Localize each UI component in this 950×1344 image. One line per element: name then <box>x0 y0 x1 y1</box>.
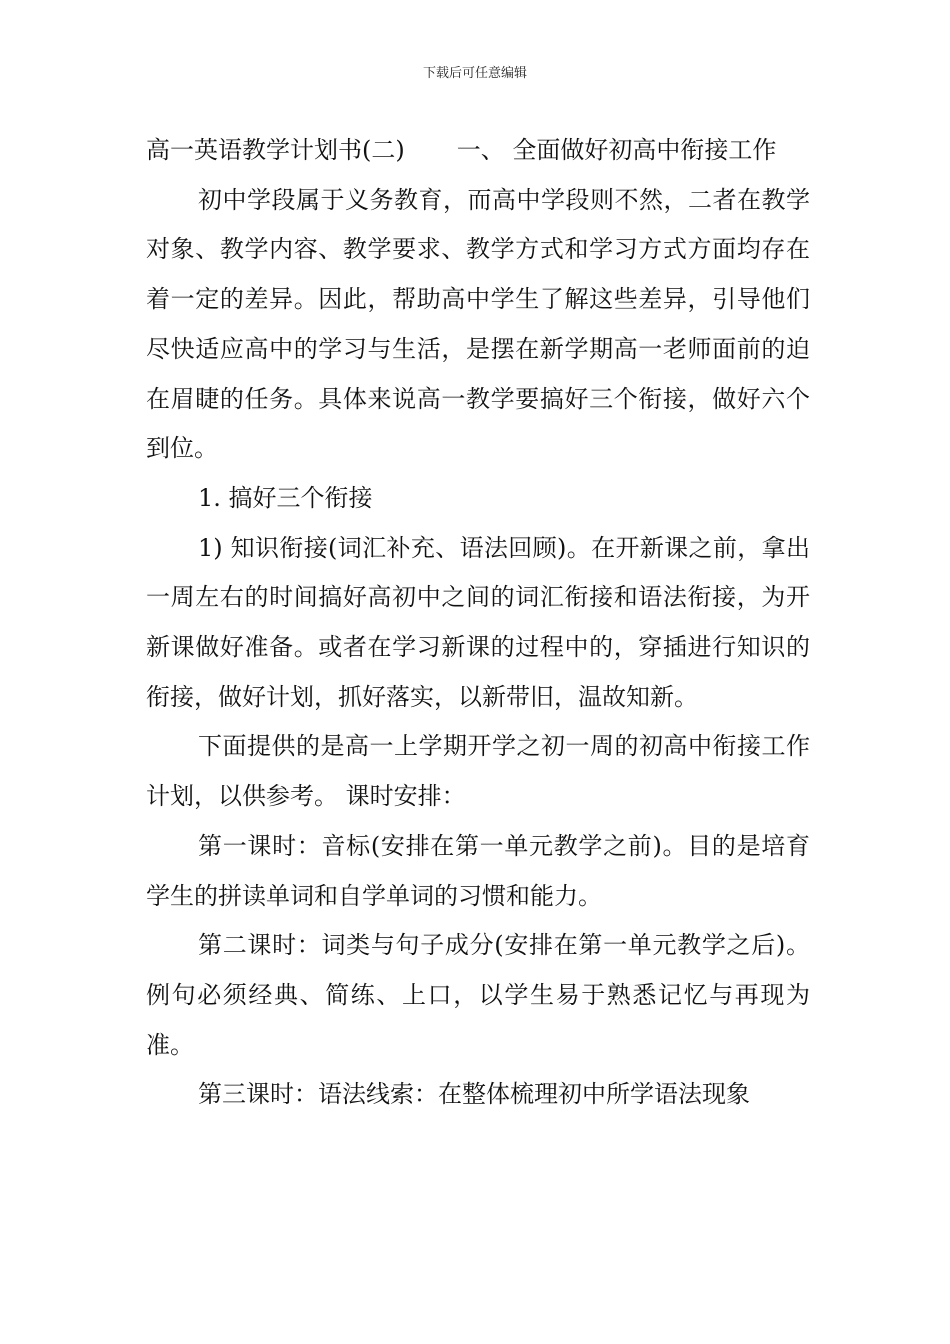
document-title: 高一英语教学计划书(二) <box>146 136 405 164</box>
paragraph-lesson-1: 第一课时：音标(安排在第一单元教学之前)。目的是培育学生的拼读单词和自学单词的习惯和能力。 <box>146 831 810 910</box>
paragraph-schedule-intro: 下面提供的是高一上学期开学之初一周的初高中衔接工作计划，以供参考。 课时安排： <box>146 732 810 811</box>
paragraph-knowledge-link: 1) 知识衔接(词汇补充、语法回顾)。在开新课之前，拿出一周左右的时间搞好高初中之间的词汇衔接和语法衔接，为开新课做好准备。或者在学习新课的过程中的，穿插进行知识的衔接，做好计划，抓好落实，以新带旧，温故知新。 <box>146 533 810 711</box>
paragraph-lesson-3: 第三课时：语法线索：在整体梳理初中所学语法现象 <box>198 1080 750 1109</box>
paragraph-intro: 初中学段属于义务教育，而高中学段则不然，二者在教学对象、教学内容、教学要求、教学方式和学习方式方面均存在着一定的差异。因此，帮助高中学生了解这些差异，引导他们尽快适应高中的学习与生活，是摆在新学期高一老师面前的迫在眉睫的任务。具体来说高一教学要搞好三个衔接，做好六个到位。 <box>146 185 810 463</box>
section-heading: 一、 全面做好初高中衔接工作 <box>456 136 777 164</box>
title-line <box>146 126 810 176</box>
paragraph-item-heading: 1. 搞好三个衔接 <box>198 483 373 512</box>
paragraph-lesson-2: 第二课时：词类与句子成分(安排在第一单元教学之后)。例句必须经典、简练、上口，以学生易于熟悉记忆与再现为准。 <box>146 931 810 1059</box>
document-body <box>146 126 810 1120</box>
page-header: 下载后可任意编辑 <box>422 66 527 81</box>
